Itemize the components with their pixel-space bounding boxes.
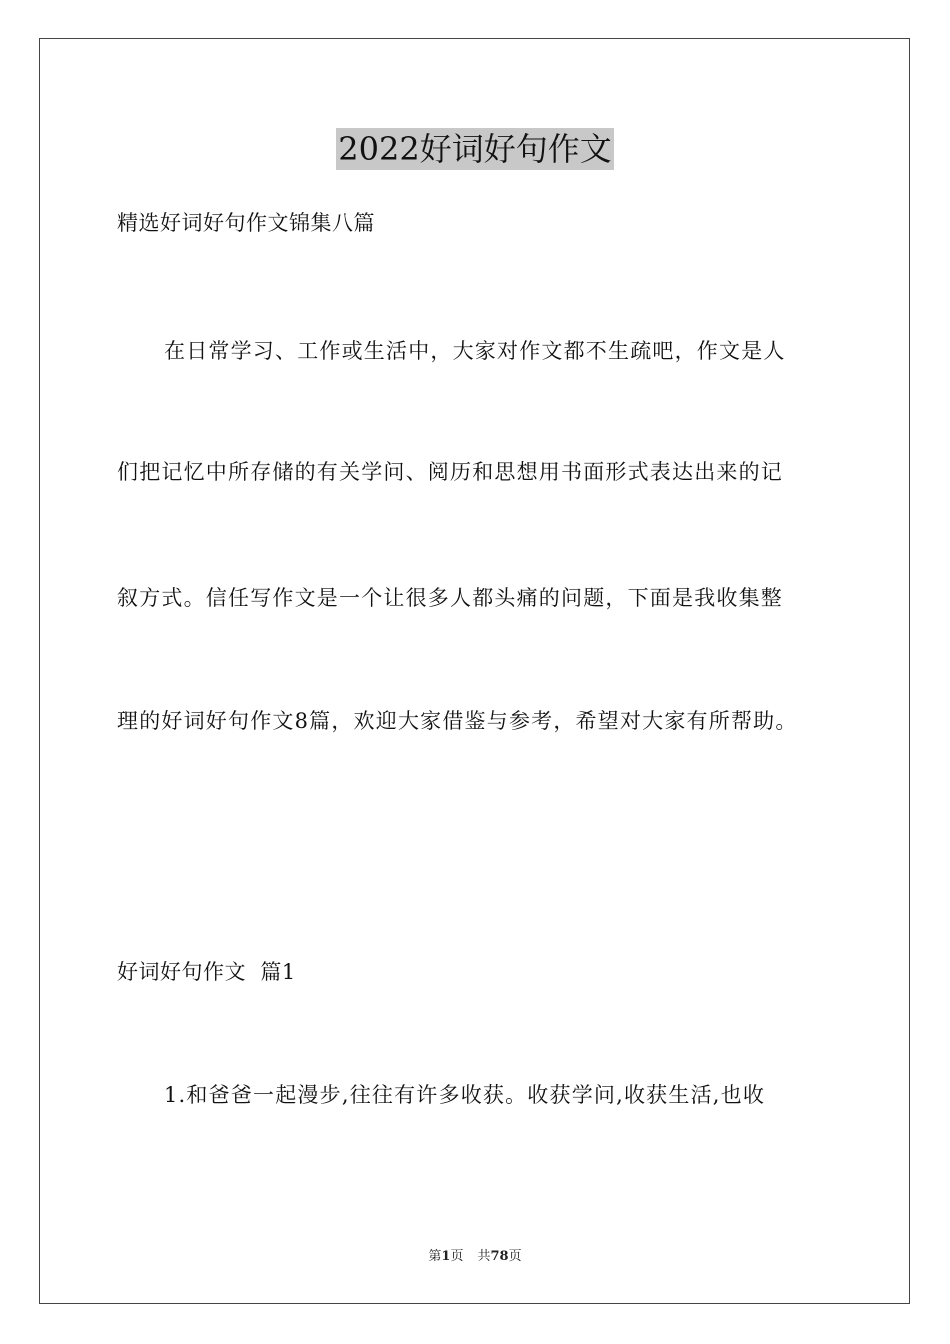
page-footer [0, 1248, 950, 1266]
intro-paragraph-line-1: 在日常学习、工作或生活中，大家对作文都不生疏吧，作文是人 [164, 339, 786, 363]
intro-paragraph-line-2: 们把记忆中所存储的有关学问、阅历和思想用书面形式表达出来的记 [117, 460, 783, 484]
section-heading: 好词好句作文 篇1 [117, 960, 296, 984]
total-pages: 78 [490, 1249, 509, 1264]
intro-paragraph-line-3: 叙方式。信任写作文是一个让很多人都头痛的问题，下面是我收集整 [117, 586, 783, 610]
total-prefix: 共 [477, 1249, 491, 1264]
page-suffix: 页 [450, 1249, 464, 1264]
intro-paragraph-line-4: 理的好词好句作文8篇，欢迎大家借鉴与参考，希望对大家有所帮助。 [117, 709, 798, 733]
total-suffix: 页 [508, 1249, 522, 1264]
list-item-line-1: 1.和爸爸一起漫步,往往有许多收获。收获学问,收获生活,也收 [164, 1083, 766, 1107]
title-container [0, 128, 950, 170]
document-title: 2022好词好句作文 [338, 130, 612, 168]
page-number: 1 [441, 1249, 451, 1264]
page-prefix: 第 [428, 1249, 442, 1264]
document-subtitle: 精选好词好句作文锦集八篇 [117, 211, 375, 235]
